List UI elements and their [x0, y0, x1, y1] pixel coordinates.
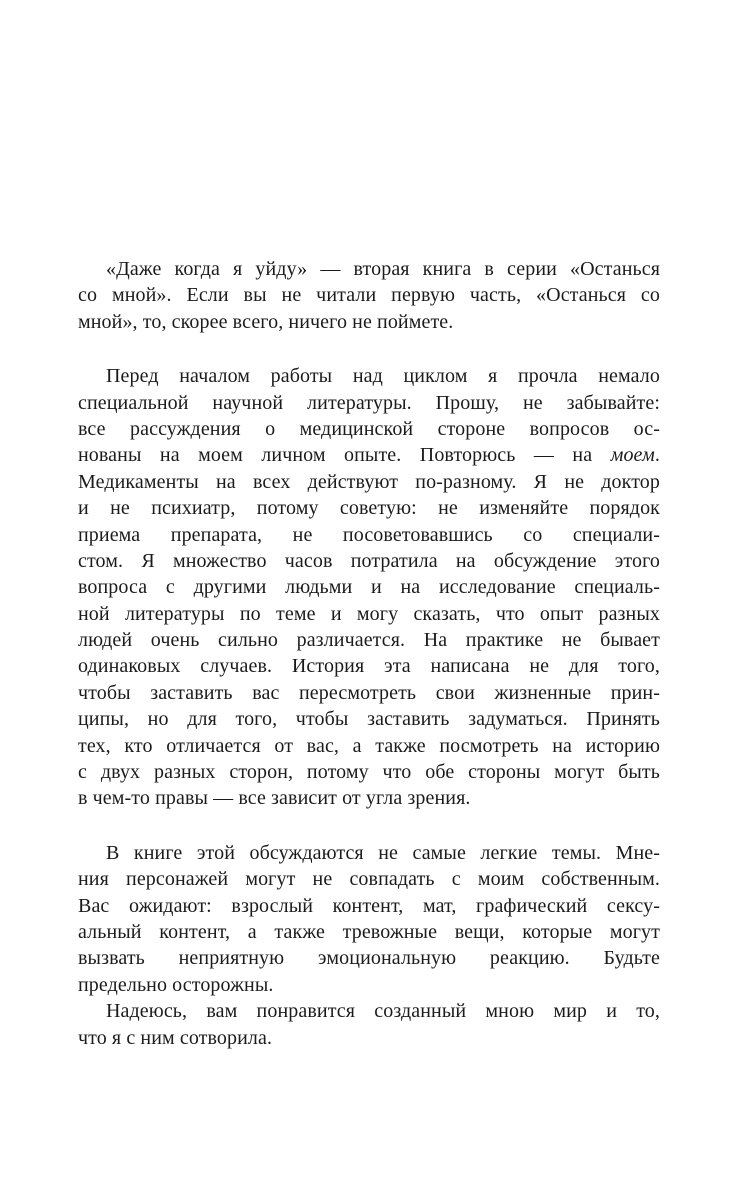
text-line: Медикаменты на всех действуют по-разному. Я не доктор: [78, 470, 660, 493]
text-line: с двух разных сторон, потому что обе стороны могут быть: [78, 761, 660, 784]
text-line: все рассуждения о медицинской стороне вопросов ос-: [78, 417, 660, 440]
paragraph: [78, 363, 660, 812]
text-line: что я с ним сотворила.: [78, 1026, 273, 1049]
text-line: ния персонажей могут не совпадать с моим собственным.: [78, 868, 660, 891]
text-line: одинаковых случаев. История эта написана не для того,: [78, 655, 660, 678]
text-line: со мной». Если вы не читали первую часть, «Останься со: [78, 284, 660, 307]
text-block: [78, 256, 660, 1051]
text-line: вызвать неприятную эмоциональную реакцию. Будьте: [78, 947, 660, 970]
text-line: приема препарата, не посоветовавшись со специали-: [78, 523, 660, 546]
text-line: ципы, но для того, чтобы заставить задуматься. Принять: [78, 708, 660, 731]
text-line: и не психиатр, потому советую: не изменяйте порядок: [78, 497, 660, 520]
text-line: мной», то, скорее всего, ничего не поймете.: [78, 310, 454, 333]
text-line: В книге этой обсуждаются не самые легкие темы. Мне-: [106, 841, 660, 864]
text-line: Перед началом работы над циклом я прочла немало: [106, 365, 660, 388]
paragraph: [78, 998, 660, 1051]
text-line: Вас ожидают: взрослый контент, мат, графический сексу-: [78, 894, 660, 917]
text-line: нованы на моем личном опыте. Повторюсь — на моем.: [78, 444, 660, 467]
text-line: Надеюсь, вам понравится созданный мною мир и то,: [106, 1000, 660, 1023]
text-line: специальной научной литературы. Прошу, не забывайте:: [78, 391, 660, 414]
paragraph: [78, 840, 660, 998]
text-line: в чем-то правы — все зависит от угла зрения.: [78, 787, 471, 810]
text-line: тех, кто отличается от вас, а также посмотреть на историю: [78, 734, 660, 757]
text-line: предельно осторожны.: [78, 973, 274, 996]
text-line: стом. Я множество часов потратила на обсуждение этого: [78, 549, 660, 572]
text-line: «Даже когда я уйду» — вторая книга в серии «Останься: [106, 258, 660, 280]
text-line: чтобы заставить вас пересмотреть свои жизненные прин-: [78, 681, 660, 704]
italic-text: моем: [610, 444, 655, 467]
text-line: альный контент, а также тревожные вещи, которые могут: [78, 920, 660, 943]
text-line: вопроса с другими людьми и на исследование специаль-: [78, 576, 660, 599]
text-line: ной литературы по теме и могу сказать, что опыт разных: [78, 602, 660, 625]
text-line: людей очень сильно различается. На практике не бывает: [78, 629, 660, 652]
paragraph: [78, 256, 660, 335]
